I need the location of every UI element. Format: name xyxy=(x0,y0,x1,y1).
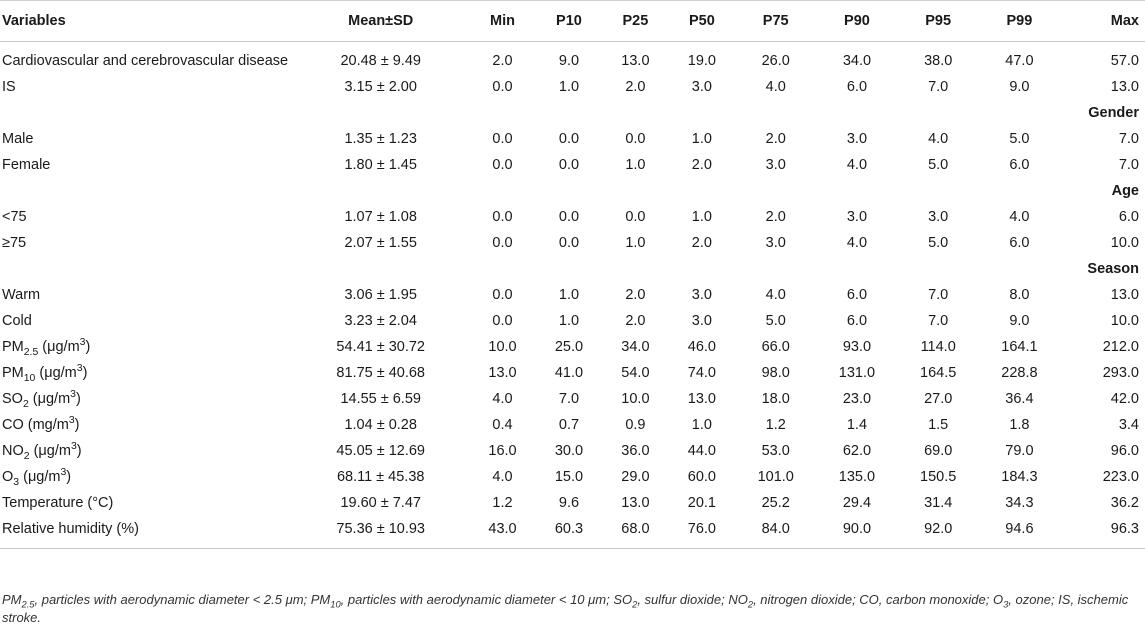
table-cell: 3.15 ± 2.00 xyxy=(344,79,417,95)
table-cell: 150.5 xyxy=(920,469,957,485)
table-cell: 3.0 xyxy=(691,287,712,303)
table-cell: 53.0 xyxy=(761,443,790,459)
table-row xyxy=(0,464,1145,490)
table-cell: 0.0 xyxy=(558,209,580,225)
table-cell: 3.0 xyxy=(691,313,712,329)
header-row xyxy=(0,1,1145,42)
row-label: Female xyxy=(2,157,51,173)
table-cell: 42.0 xyxy=(1110,391,1139,407)
table-cell: 6.0 xyxy=(846,79,868,95)
table-cell: 44.0 xyxy=(687,443,716,459)
table-cell: 54.0 xyxy=(621,365,650,381)
table-row xyxy=(0,438,1145,464)
table-cell: 16.0 xyxy=(488,443,517,459)
table-cell: 1.0 xyxy=(691,417,712,433)
table-cell: 75.36 ± 10.93 xyxy=(292,516,469,549)
table-cell: 60.0 xyxy=(687,469,716,485)
table-cell: 81.75 ± 40.68 xyxy=(336,365,425,381)
table-cell: 90.0 xyxy=(816,516,897,549)
table-cell: 2.0 xyxy=(625,313,646,329)
column-header: P90 xyxy=(816,1,897,42)
table-cell: 13.0 xyxy=(621,53,650,69)
table-cell: 19.60 ± 7.47 xyxy=(340,495,421,511)
table-cell: 6.0 xyxy=(1118,209,1139,225)
table-row xyxy=(0,334,1145,360)
table-cell: 7.0 xyxy=(928,313,949,329)
table-cell: 7.0 xyxy=(1118,131,1139,147)
table-cell: 31.4 xyxy=(924,495,953,511)
table-cell: 54.41 ± 30.72 xyxy=(336,339,425,355)
table-cell: 34.0 xyxy=(621,339,650,355)
row-label: $PM_{10}$ $(\mu g/m^3)$ xyxy=(2,363,88,384)
table-cell: 45.05 ± 12.69 xyxy=(336,443,425,459)
table-cell: 1.04 ± 0.28 xyxy=(344,417,417,433)
table-cell: 13.0 xyxy=(1110,287,1139,303)
column-header: P25 xyxy=(602,1,668,42)
table-cell: 1.0 xyxy=(625,157,646,173)
table-cell: 96.3 xyxy=(1060,516,1145,549)
table-cell: 57.0 xyxy=(1110,53,1139,69)
table-cell: 184.3 xyxy=(1001,469,1038,485)
table-cell: 3.0 xyxy=(691,79,712,95)
table-cell: 0.7 xyxy=(558,417,580,433)
table-cell: 3.0 xyxy=(846,209,868,225)
table-row xyxy=(0,386,1145,412)
table-cell: 1.0 xyxy=(558,313,580,329)
row-label: Cold xyxy=(2,313,32,329)
table-cell: 60.3 xyxy=(536,516,602,549)
table-cell: 0.0 xyxy=(492,79,513,95)
table-cell: 7.0 xyxy=(928,79,949,95)
table-cell: 69.0 xyxy=(924,443,953,459)
table-cell: 30.0 xyxy=(554,443,584,459)
table-cell: 4.0 xyxy=(1009,209,1030,225)
table-cell: 114.0 xyxy=(920,339,956,355)
table-cell: 1.0 xyxy=(625,235,646,251)
table-cell: 46.0 xyxy=(687,339,716,355)
table-cell: 9.0 xyxy=(558,53,580,69)
table-cell: 0.0 xyxy=(492,131,513,147)
table-cell: 7.0 xyxy=(558,391,580,407)
table-cell: 76.0 xyxy=(669,516,735,549)
table-cell: 212.0 xyxy=(1102,339,1139,355)
table-row xyxy=(0,516,1145,549)
table-cell: 3.06 ± 1.95 xyxy=(344,287,417,303)
table-cell: 29.0 xyxy=(621,469,650,485)
table-cell: 27.0 xyxy=(924,391,953,407)
table-cell: 8.0 xyxy=(1009,287,1030,303)
table-cell: 2.07 ± 1.55 xyxy=(344,235,417,251)
table-cell: 164.5 xyxy=(920,365,957,381)
table-cell: 4.0 xyxy=(765,79,786,95)
column-header: P50 xyxy=(669,1,735,42)
table-cell: 74.0 xyxy=(687,365,716,381)
column-header: P10 xyxy=(536,1,602,42)
table-cell: 13.0 xyxy=(488,365,517,381)
table-cell: 0.4 xyxy=(492,417,513,433)
table-cell: 92.0 xyxy=(898,516,979,549)
table-row xyxy=(0,204,1145,230)
table-cell: 3.0 xyxy=(846,131,868,147)
table-cell: 164.1 xyxy=(1001,339,1038,355)
row-label: Cardiovascular and cerebrovascular disease xyxy=(2,53,289,69)
table-cell: 1.8 xyxy=(1009,417,1030,433)
table-cell: 34.3 xyxy=(1005,495,1034,511)
table-cell: 1.35 ± 1.23 xyxy=(344,131,417,147)
table-cell: 293.0 xyxy=(1102,365,1139,381)
table-cell: 0.9 xyxy=(625,417,646,433)
table-cell: 18.0 xyxy=(761,391,790,407)
table-cell: 0.0 xyxy=(492,157,513,173)
table-row xyxy=(0,74,1145,100)
table-cell: 36.4 xyxy=(1005,391,1034,407)
table-cell: 1.0 xyxy=(691,209,712,225)
table-row xyxy=(0,360,1145,386)
table-cell: 0.0 xyxy=(558,157,580,173)
table-cell: 135.0 xyxy=(838,469,876,485)
table-cell: 2.0 xyxy=(765,131,786,147)
table-cell: 10.0 xyxy=(1110,313,1139,329)
table-cell: 3.23 ± 2.04 xyxy=(344,313,417,329)
table-cell: 26.0 xyxy=(761,53,790,69)
table-cell: 4.0 xyxy=(846,235,868,251)
table-row xyxy=(0,230,1145,256)
table-cell: 6.0 xyxy=(846,287,868,303)
table-cell: 13.0 xyxy=(687,391,716,407)
section-header-row xyxy=(0,100,1145,126)
table-cell: 9.0 xyxy=(1009,313,1030,329)
table-cell: 5.0 xyxy=(928,157,949,173)
table-cell: 9.0 xyxy=(1009,79,1030,95)
table-cell: 36.0 xyxy=(621,443,650,459)
table-cell: 13.0 xyxy=(1110,79,1139,95)
table-cell: 41.0 xyxy=(554,365,584,381)
column-header: P95 xyxy=(898,1,979,42)
table-cell: 2.0 xyxy=(765,209,786,225)
table-cell: 1.5 xyxy=(928,417,949,433)
table-cell: 1.0 xyxy=(558,79,580,95)
section-label: Age xyxy=(1111,183,1139,199)
table-cell: 1.2 xyxy=(765,417,786,433)
table-cell: 93.0 xyxy=(842,339,872,355)
table-cell: 10.0 xyxy=(488,339,517,355)
table-cell: 7.0 xyxy=(1118,157,1139,173)
column-header: Mean±SD xyxy=(292,1,469,42)
table-cell: 94.6 xyxy=(979,516,1060,549)
table-cell: 23.0 xyxy=(842,391,872,407)
table-cell: 43.0 xyxy=(469,516,535,549)
row-label: $SO_2$ $(\mu g/m^3)$ xyxy=(2,389,81,410)
row-label: $O_3$ $(\mu g/m^3)$ xyxy=(2,467,72,488)
table-cell: 98.0 xyxy=(761,365,790,381)
row-label: Temperature (°C) xyxy=(2,495,114,511)
section-label: Gender xyxy=(1088,105,1139,121)
row-label: $PM_{2.5}$ $(\mu g/m^3)$ xyxy=(2,337,91,358)
table-cell: 2.0 xyxy=(691,235,712,251)
table-row xyxy=(0,152,1145,178)
table-cell: 3.0 xyxy=(765,235,786,251)
column-header: P75 xyxy=(735,1,816,42)
column-header: Min xyxy=(469,1,535,42)
table-cell: 38.0 xyxy=(924,53,953,69)
table-cell: 1.2 xyxy=(492,495,513,511)
table-cell: 68.0 xyxy=(602,516,668,549)
row-label: Male xyxy=(2,131,34,147)
table-row xyxy=(0,282,1145,308)
table-cell: 3.0 xyxy=(765,157,786,173)
table-cell: 7.0 xyxy=(928,287,949,303)
table-row xyxy=(0,42,1145,75)
table-cell: 20.1 xyxy=(687,495,716,511)
table-cell: 228.8 xyxy=(1001,365,1038,381)
table-cell: 2.0 xyxy=(492,53,513,69)
table-cell: 4.0 xyxy=(928,131,949,147)
table-cell: 19.0 xyxy=(687,53,716,69)
table-cell: 66.0 xyxy=(761,339,790,355)
table-row xyxy=(0,308,1145,334)
table-cell: 4.0 xyxy=(765,287,786,303)
table-cell: 5.0 xyxy=(928,235,949,251)
table-cell: 15.0 xyxy=(554,469,584,485)
section-header-row xyxy=(0,178,1145,204)
table-cell: 14.55 ± 6.59 xyxy=(340,391,421,407)
row-label: Relative humidity (%) xyxy=(0,516,292,549)
table-cell: 4.0 xyxy=(846,157,868,173)
table-cell: 29.4 xyxy=(842,495,872,511)
table-cell: 0.0 xyxy=(492,313,513,329)
table-cell: 223.0 xyxy=(1102,469,1139,485)
column-header: P99 xyxy=(979,1,1060,42)
table-body xyxy=(0,42,1145,549)
table-cell: 47.0 xyxy=(1005,53,1034,69)
table-cell: 79.0 xyxy=(1005,443,1034,459)
table-row xyxy=(0,490,1145,516)
table-cell: 10.0 xyxy=(1110,235,1139,251)
table-footnote: $PM_{2.5}$, particles with aerodynamic diameter < 2.5 μm; $PM_{10}$, particles with aerodynamic diameter < 10 μm; $SO_2$, sulfur dioxide; $NO_2$, nitrogen dioxide; CO, carbon monoxide; $O_3$, ozone; IS, ischemic stroke. xyxy=(2,592,1129,625)
row-label: CO $(mg/m^3)$ xyxy=(2,415,80,433)
table-cell: 4.0 xyxy=(492,469,513,485)
table-cell: 2.0 xyxy=(625,287,646,303)
table-cell: 101.0 xyxy=(757,469,794,485)
table-cell: 6.0 xyxy=(1009,235,1030,251)
table-cell: 5.0 xyxy=(765,313,786,329)
table-cell: 0.0 xyxy=(625,209,646,225)
table-cell: 6.0 xyxy=(846,313,868,329)
table-cell: 1.07 ± 1.08 xyxy=(344,209,417,225)
table-cell: 2.0 xyxy=(625,79,646,95)
table-cell: 96.0 xyxy=(1110,443,1139,459)
table-cell: 34.0 xyxy=(842,53,872,69)
table-cell: 131.0 xyxy=(838,365,876,381)
table-header xyxy=(0,1,1145,42)
row-label: $NO_2$ $(\mu g/m^3)$ xyxy=(2,441,82,462)
table-cell: 20.48 ± 9.49 xyxy=(340,53,421,69)
table-row xyxy=(0,412,1145,438)
table-cell: 25.0 xyxy=(554,339,584,355)
table-cell: 62.0 xyxy=(842,443,872,459)
table-cell: 84.0 xyxy=(735,516,816,549)
row-label: <75 xyxy=(2,209,27,225)
section-header-row xyxy=(0,256,1145,282)
row-label: Warm xyxy=(2,287,41,303)
row-label: IS xyxy=(2,79,16,95)
table-cell: 2.0 xyxy=(691,157,712,173)
table-cell: 68.11 ± 45.38 xyxy=(336,469,425,485)
table-cell: 1.4 xyxy=(846,417,868,433)
table-cell: 13.0 xyxy=(621,495,650,511)
table-cell: 1.0 xyxy=(558,287,580,303)
table-cell: 0.0 xyxy=(558,235,580,251)
table-cell: 1.80 ± 1.45 xyxy=(344,157,417,173)
table-cell: 25.2 xyxy=(761,495,790,511)
table-cell: 9.6 xyxy=(558,495,580,511)
column-header: Max xyxy=(1060,1,1145,42)
section-label: Season xyxy=(1087,261,1139,277)
table-cell: 0.0 xyxy=(492,235,513,251)
table-cell: 1.0 xyxy=(691,131,712,147)
table-cell: 4.0 xyxy=(492,391,513,407)
column-header: Variables xyxy=(0,1,292,42)
table-cell: 36.2 xyxy=(1110,495,1139,511)
table-cell: 0.0 xyxy=(492,209,513,225)
row-label: ≥75 xyxy=(2,235,27,251)
table-row xyxy=(0,126,1145,152)
table-cell: 6.0 xyxy=(1009,157,1030,173)
table-cell: 0.0 xyxy=(492,287,513,303)
table-cell: 5.0 xyxy=(1009,131,1030,147)
table-cell: 3.4 xyxy=(1118,417,1139,433)
table-cell: 0.0 xyxy=(625,131,646,147)
table-cell: 0.0 xyxy=(558,131,580,147)
table-cell: 3.0 xyxy=(928,209,949,225)
table-cell: 10.0 xyxy=(621,391,650,407)
